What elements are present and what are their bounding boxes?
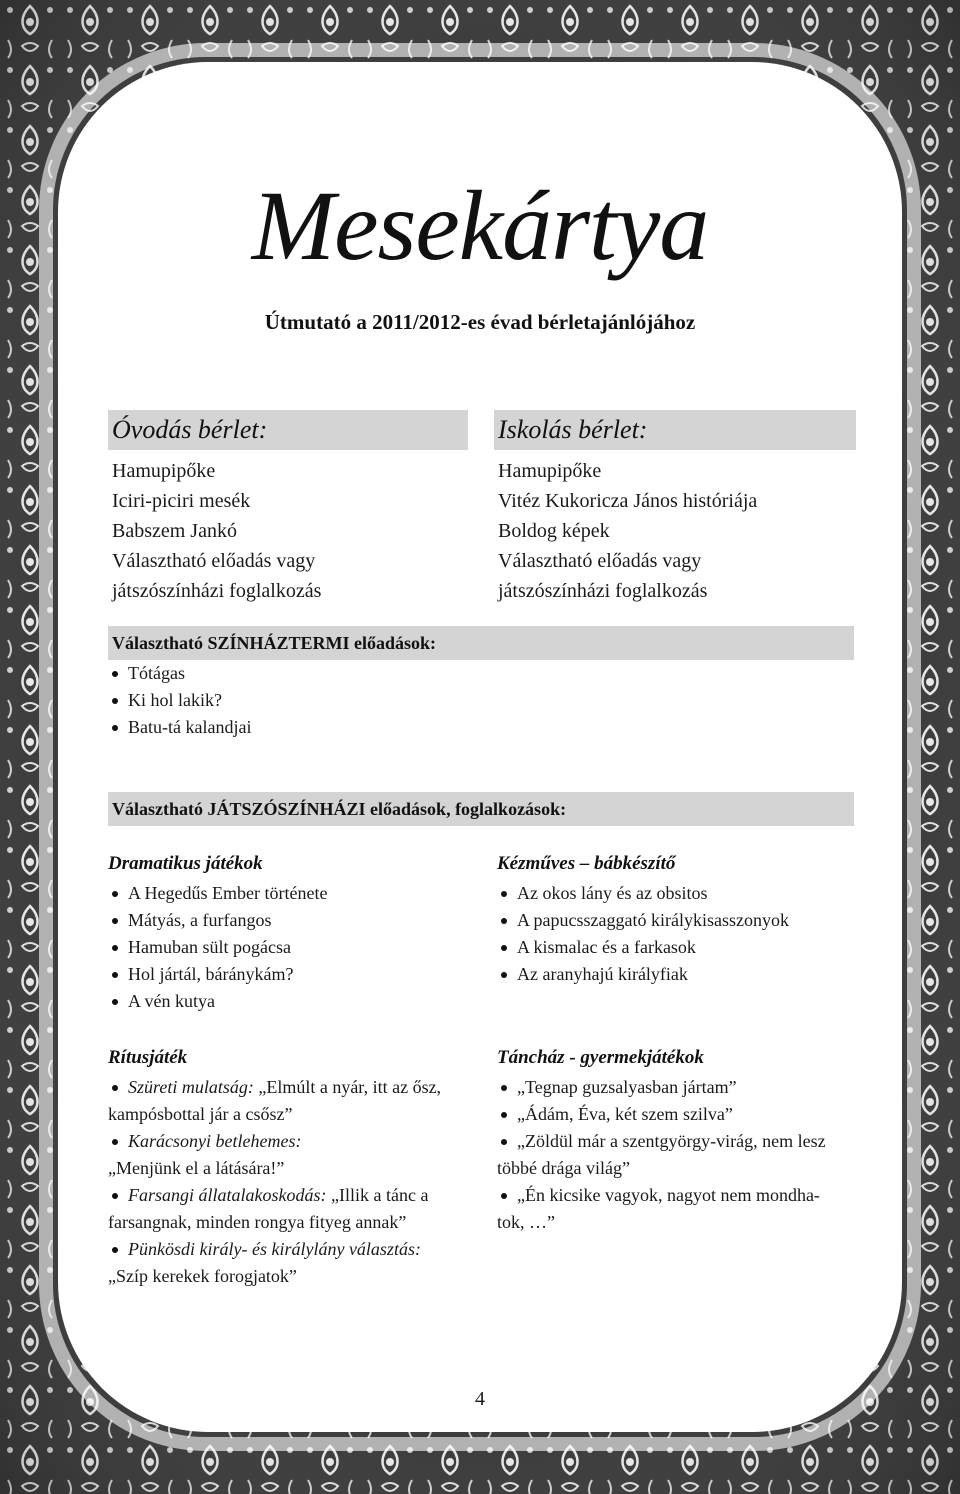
- ritus-item-4: Pünkösdi király- és királylány választás:: [108, 1236, 480, 1263]
- list-item: Az okos lány és az obsitos: [497, 880, 857, 907]
- kezmuves-section: [497, 850, 857, 988]
- ritus-item-2: Karácsonyi betlehemes:: [108, 1128, 480, 1155]
- list-item: Iciri-piciri mesék: [112, 490, 251, 512]
- iskolas-heading: Iskolás bérlet:: [494, 410, 856, 450]
- bullet-icon: [501, 1139, 507, 1145]
- bullet-icon: [501, 1085, 507, 1091]
- dramatikus-list: [108, 880, 478, 1015]
- tanchaz-heading: Táncház - gyermekjátékok: [497, 1047, 704, 1068]
- list-item: Vitéz Kukoricza János históriája: [498, 490, 758, 512]
- ritus-item-3-cont: farsangnak, minden rongya fityeg annak”: [108, 1212, 407, 1232]
- ritus-item-1-cont: kampósbottal jár a csősz”: [108, 1104, 293, 1124]
- bullet-icon: [112, 1247, 118, 1253]
- tanchaz-item-3-cont: többé drága világ”: [497, 1158, 630, 1178]
- ritus-section: [108, 1044, 480, 1290]
- szinhaztermi-section: [108, 660, 508, 741]
- tanchaz-item-2: „Ádám, Éva, két szem szilva”: [497, 1101, 857, 1128]
- tanchaz-item-4-cont: tok, …”: [497, 1212, 555, 1232]
- page-number: 4: [475, 1388, 485, 1410]
- bullet-icon: [501, 1193, 507, 1199]
- tanchaz-section: [497, 1044, 857, 1236]
- ritus-heading: Rítusjáték: [108, 1047, 188, 1068]
- list-item: Boldog képek: [498, 520, 610, 542]
- page-title: Mesekártya: [251, 170, 709, 281]
- ritus-item-2-cont: „Menjünk el a látására!”: [108, 1158, 285, 1178]
- tanchaz-item-4: „Én kicsike vagyok, nagyot nem mondha-: [497, 1182, 857, 1209]
- list-item: A kismalac és a farkasok: [497, 934, 857, 961]
- ritus-item-3: Farsangi állatalakoskodás: „Illik a tánc a: [108, 1182, 480, 1209]
- list-item: Választható előadás vagy: [112, 550, 316, 572]
- iskolas-section: [494, 410, 856, 606]
- ovodas-list: [112, 456, 468, 606]
- list-item: Ki hol lakik?: [108, 687, 508, 714]
- list-item: Hamuban sült pogácsa: [108, 934, 478, 961]
- bullet-icon: [112, 1085, 118, 1091]
- dramatikus-section: [108, 850, 478, 1015]
- ritus-item-1: Szüreti mulatság: „Elmúlt a nyár, itt az ősz,: [108, 1074, 480, 1101]
- list-item: játszószínházi foglalkozás: [112, 580, 322, 602]
- ritus-item-4-cont: „Szíp kerekek forogjatok”: [108, 1266, 297, 1286]
- bullet-icon: [112, 1193, 118, 1199]
- list-item: Hamupipőke: [112, 460, 216, 482]
- kezmuves-list: [497, 880, 857, 988]
- list-item: Hamupipőke: [498, 460, 602, 482]
- jatszoszinhazi-heading: Választható JÁTSZÓSZÍNHÁZI előadások, foglalkozások:: [108, 792, 854, 826]
- bullet-icon: [112, 1139, 118, 1145]
- szinhaztermi-heading: Választható SZÍNHÁZTERMI előadások:: [108, 626, 854, 660]
- list-item: Batu-tá kalandjai: [108, 714, 508, 741]
- bullet-icon: [501, 1112, 507, 1118]
- list-item: Tótágas: [108, 660, 508, 687]
- list-item: Az aranyhajú királyfiak: [497, 961, 857, 988]
- list-item: Mátyás, a furfangos: [108, 907, 478, 934]
- list-item: Babszem Jankó: [112, 520, 237, 542]
- iskolas-list: [498, 456, 856, 606]
- dramatikus-heading: Dramatikus játékok: [108, 853, 263, 874]
- tanchaz-item-3: „Zöldül már a szentgyörgy-virág, nem lesz: [497, 1128, 857, 1155]
- list-item: A vén kutya: [108, 988, 478, 1015]
- list-item: A Hegedűs Ember története: [108, 880, 478, 907]
- kezmuves-heading: Kézműves – bábkészítő: [497, 853, 676, 874]
- list-item: Hol jártál, báránykám?: [108, 961, 478, 988]
- szinhaztermi-list: [108, 660, 508, 741]
- ovodas-section: [108, 410, 468, 606]
- list-item: játszószínházi foglalkozás: [498, 580, 708, 602]
- page-subtitle: Útmutató a 2011/2012-es évad bérletajánlójához: [264, 310, 696, 334]
- ovodas-heading: Óvodás bérlet:: [108, 410, 468, 450]
- list-item: Választható előadás vagy: [498, 550, 702, 572]
- tanchaz-item-1: „Tegnap guzsalyasban jártam”: [497, 1074, 857, 1101]
- list-item: A papucsszaggató királykisasszonyok: [497, 907, 857, 934]
